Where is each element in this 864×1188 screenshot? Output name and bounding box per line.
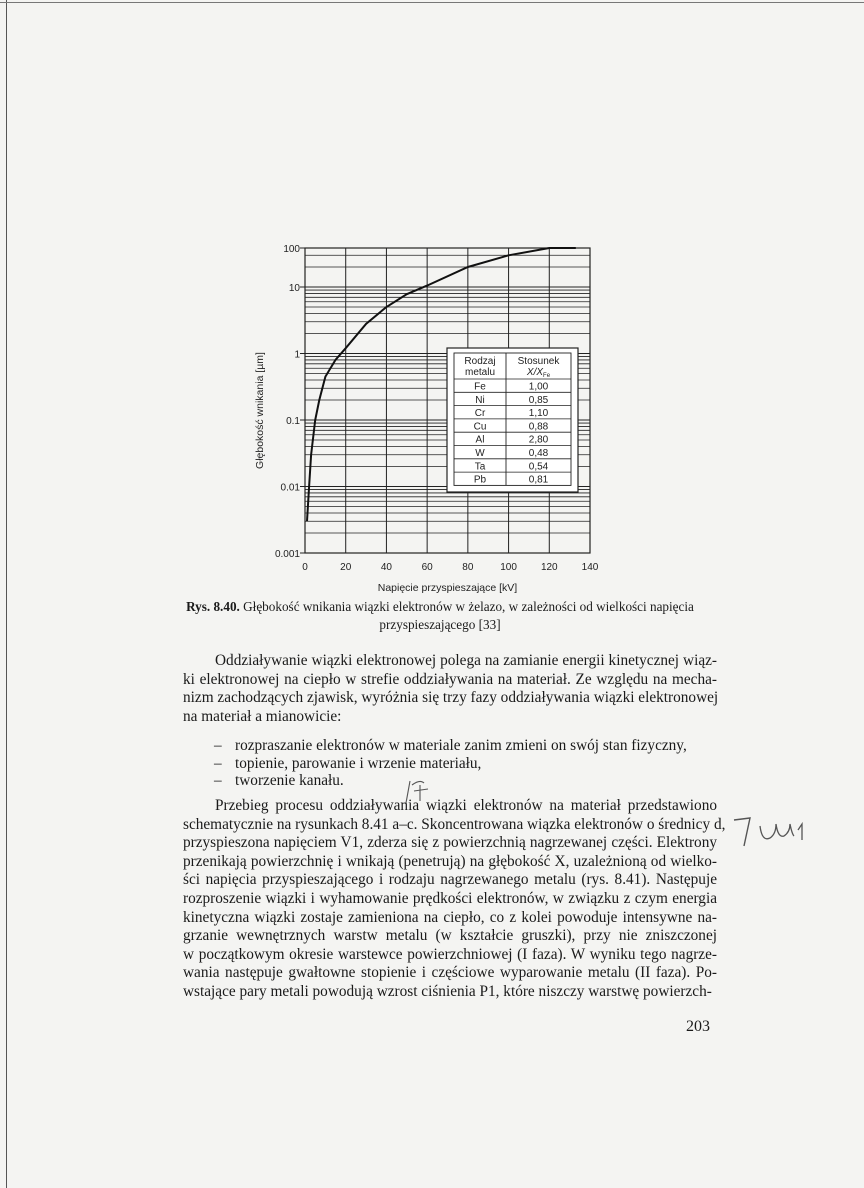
legend-metal: Pb xyxy=(473,474,487,486)
text-line: Przebieg procesu oddziaływania wiązki elektronów na materiał przedstawiono xyxy=(215,797,717,814)
dash-marker: – xyxy=(214,754,222,772)
y-tick-label: 0.01 xyxy=(280,482,300,494)
x-tick-label: 0 xyxy=(302,562,308,573)
legend-metal: Al xyxy=(475,434,485,446)
x-tick-label: 120 xyxy=(540,562,558,573)
y-tick-label: 10 xyxy=(288,283,300,294)
y-tick-label: 1 xyxy=(294,349,300,361)
handwritten-note xyxy=(730,808,810,853)
bullet-item xyxy=(214,772,687,790)
legend-metal: Ni xyxy=(475,394,485,406)
caption-label: Rys. 8.40. xyxy=(186,599,240,614)
dash-marker: – xyxy=(214,737,222,754)
bullet-text: rozpraszanie elektronów w materiale zanim zmieni on swój stan fizyczny, xyxy=(235,737,687,754)
legend-ratio: 0,88 xyxy=(528,421,549,433)
x-tick-label: 140 xyxy=(581,562,599,573)
legend-ratio: 0,85 xyxy=(528,394,549,406)
text-line: schematycznie na rysunkach 8.41 a–c. Skoncentrowana wiązka elektronów o średnicy d, xyxy=(183,815,726,833)
text-line: ści napięcia przyspieszającego i rodzaju nagrzewanego metalu (rys. 8.41). Następuje xyxy=(183,871,717,889)
legend-ratio: 0,81 xyxy=(528,474,549,486)
x-tick-label: 40 xyxy=(380,562,392,573)
y-tick-label: 100 xyxy=(283,244,300,255)
paragraph-2 xyxy=(183,797,726,1002)
text-line: Oddziaływanie wiązki elektronowej polega na zamianie energii kinetycznej wiąz- xyxy=(215,652,717,669)
text-line: nizm zachodzących zjawisk, wyróżnia się trzy fazy oddziaływania wiązki elektronowej xyxy=(183,689,719,707)
text-line: przenikają powierzchnię i wnikają (penetrują) na głębokość X, uzależnioną od wielko- xyxy=(183,852,717,870)
x-tick-label: 80 xyxy=(462,562,474,573)
text-line: wania następuje gwałtowne stopienie i częściowe wyparowanie metalu (II faza). Po- xyxy=(183,964,717,982)
text-line: na materiał a mianowicie: xyxy=(183,707,342,725)
text-line: przyspieszona napięciem V1, zderza się z powierzchnią nagrzewanej części. Elektrony xyxy=(183,834,717,852)
legend-metal: Cr xyxy=(474,408,486,420)
legend-header-metal: metalu xyxy=(464,367,496,378)
page-number: 203 xyxy=(686,1018,710,1035)
text-line: wstające pary metali powodują wzrost ciśnienia P1, które niszczy warstwę powierzch- xyxy=(183,982,712,1000)
bullet-item xyxy=(214,737,687,755)
caption-text-1: Głębokość wnikania wiązki elektronów w żelazo, w zależności od wielkości napięcia xyxy=(239,599,694,614)
legend-header-ratio-formula: $X/X_{Fe}$ xyxy=(526,367,551,379)
x-tick-label: 60 xyxy=(421,562,433,573)
figure-caption xyxy=(150,598,730,634)
x-tick-label: 100 xyxy=(500,562,517,573)
x-axis-label: Napięcie przyspieszające [kV] xyxy=(377,582,518,594)
paragraph-1 xyxy=(183,652,717,726)
legend-metal: Cu xyxy=(473,421,487,433)
legend-header-metal: Rodzaj xyxy=(464,356,496,367)
y-tick-label: 0.001 xyxy=(274,549,300,560)
bullet-list xyxy=(214,737,687,790)
y-tick-label: 0.1 xyxy=(286,416,300,427)
text-line: ki elektronowej na ciepło w strefie oddziaływania na materiał. Ze względu na mecha- xyxy=(183,670,717,688)
handwritten-mark xyxy=(400,777,440,807)
dash-marker: – xyxy=(214,772,222,790)
legend-metal: Ta xyxy=(474,461,486,473)
legend-metal: Fe xyxy=(474,381,486,393)
bullet-text: tworzenie kanału. xyxy=(235,772,344,790)
legend-ratio: 0,48 xyxy=(528,448,549,459)
legend-metal: W xyxy=(475,448,485,459)
text-line: w początkowym okresie warstewce powierzchniowej (I faza). W wyniku tego nagrze- xyxy=(183,945,717,963)
x-tick-label: 20 xyxy=(340,562,352,573)
text-line: grzanie wewnętrznych warstw metalu (w kształcie gruszki), przy nie zniszczonej xyxy=(183,927,717,945)
bullet-item xyxy=(214,755,687,773)
text-line: kinetyczna wiązki zostaje zamieniona na ciepło, co z kolei powoduje intensywne na- xyxy=(183,908,717,926)
legend-ratio: 0,54 xyxy=(528,461,549,473)
bullet-text: topienie, parowanie i wrzenie materiału, xyxy=(235,754,482,772)
legend-ratio: 1,10 xyxy=(528,408,549,420)
legend-ratio: 2,80 xyxy=(528,434,549,446)
legend-ratio: 1,00 xyxy=(528,381,549,393)
legend-header-ratio: Stosunek xyxy=(517,356,560,367)
text-line: rozproszenie wiązki i wyhamowanie prędkości elektronów, w związku z czym energia xyxy=(183,889,717,907)
caption-text-2: przyspieszającego [33] xyxy=(379,617,501,632)
y-axis-label: Głębokość wnikania [µm] xyxy=(254,352,266,469)
